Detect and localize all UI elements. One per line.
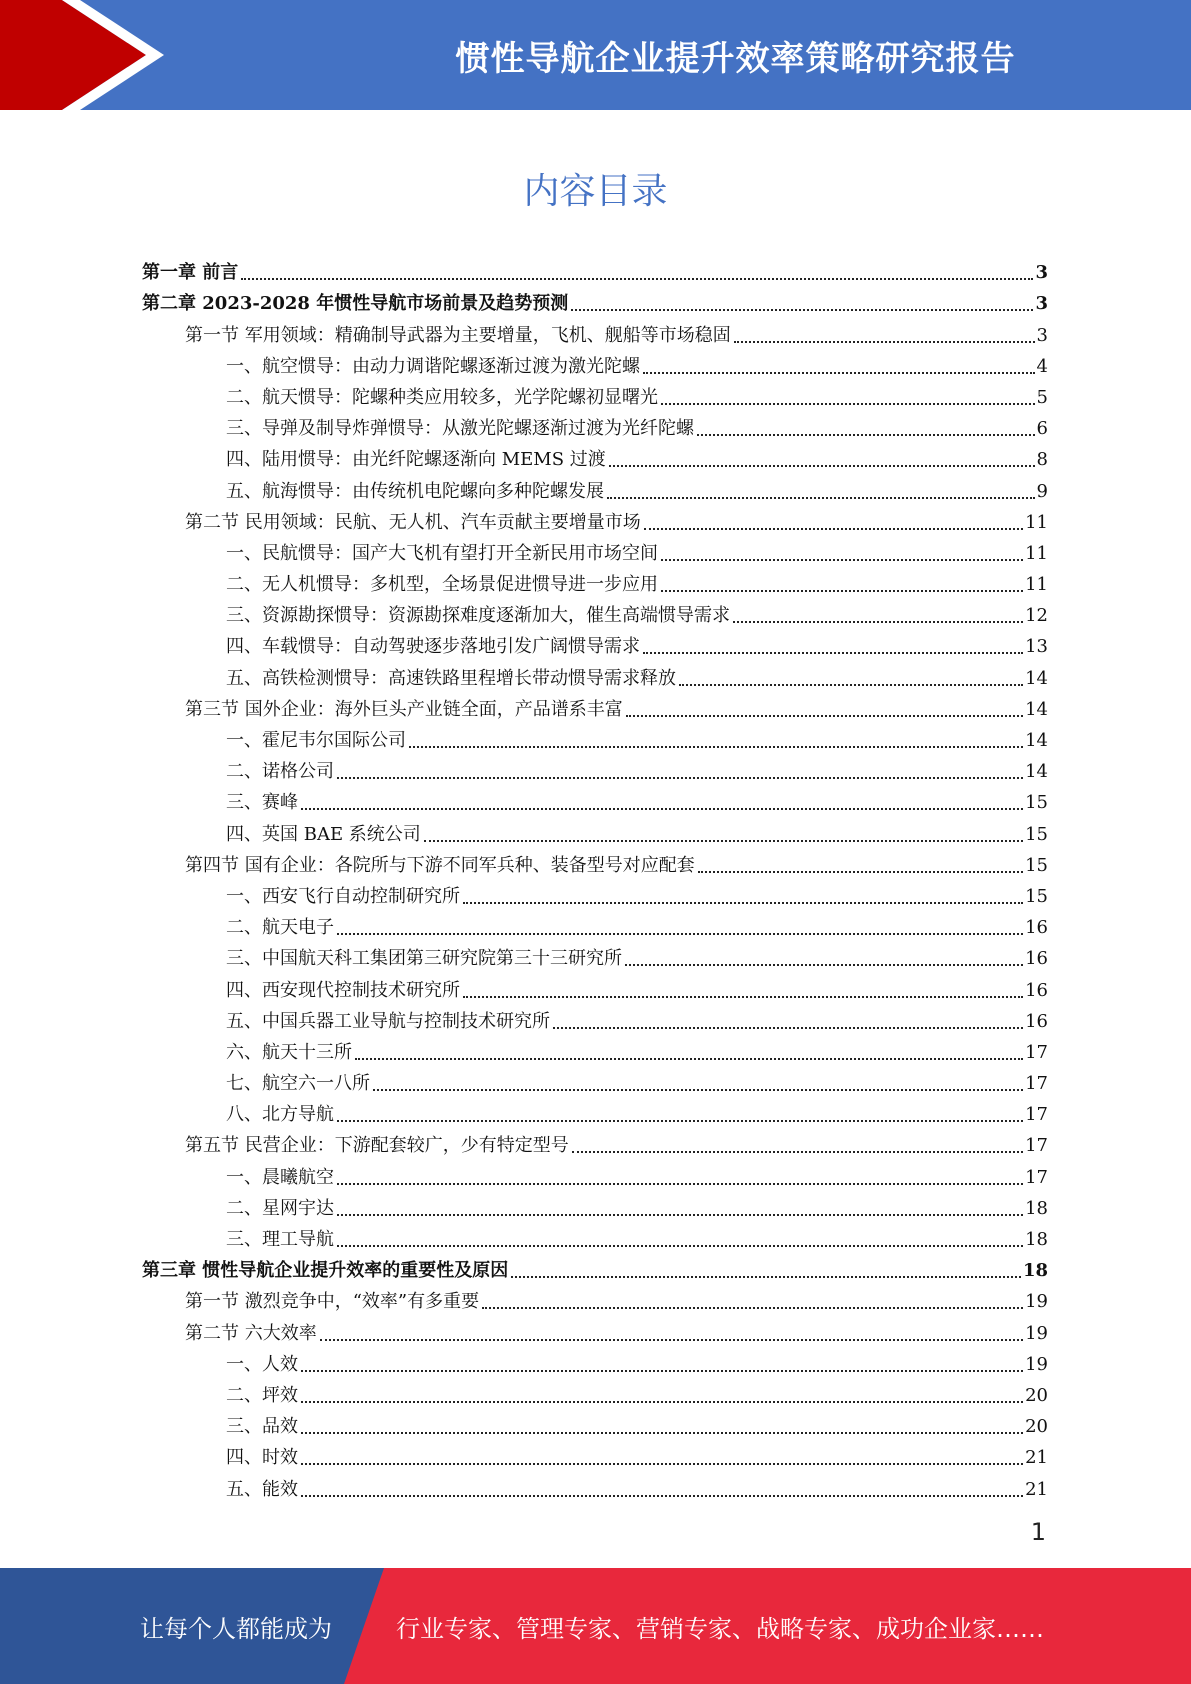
footer-slogan-left: 让每个人都能成为: [140, 1614, 332, 1643]
toc-entry-title: 五、中国兵器工业导航与控制技术研究所: [226, 1010, 550, 1032]
toc-dot-leader: [409, 746, 1023, 748]
toc-dot-leader: [337, 1183, 1023, 1185]
toc-entry-title: 第二章 2023-2028 年惯性导航市场前景及趋势预测: [142, 293, 569, 315]
toc-entry-title: 二、航天惯导：陀螺种类应用较多，光学陀螺初显曙光: [226, 386, 658, 408]
toc-dot-leader: [301, 1432, 1023, 1434]
footer-banner: [0, 1568, 1191, 1684]
toc-entry-page: 14: [1025, 667, 1048, 689]
toc-entry[interactable]: [142, 1002, 1048, 1033]
toc-entry-page: 9: [1036, 480, 1048, 502]
toc-entry[interactable]: [142, 409, 1048, 440]
report-title: 惯性导航企业提升效率策略研究报告: [455, 38, 1016, 79]
toc-entry-page: 4: [1036, 355, 1048, 377]
toc-dot-leader: [337, 1214, 1023, 1216]
toc-entry-page: 16: [1025, 948, 1048, 970]
toc-entry-title: 四、英国 BAE 系统公司: [226, 823, 421, 845]
toc-dot-leader: [320, 1339, 1023, 1341]
toc-entry-page: 19: [1025, 1353, 1048, 1375]
toc-entry-title: 四、陆用惯导：由光纤陀螺逐渐向 MEMS 过渡: [226, 449, 606, 471]
toc-entry-title: 一、人效: [226, 1353, 298, 1375]
toc-dot-leader: [355, 1058, 1023, 1060]
toc-entry-title: 二、坪效: [226, 1384, 298, 1406]
toc-dot-leader: [373, 1089, 1023, 1091]
toc-entry[interactable]: [142, 658, 1048, 689]
toc-entry-title: 第四节 国有企业：各院所与下游不同军兵种、装备型号对应配套: [185, 854, 695, 876]
toc-dot-leader: [337, 933, 1023, 935]
toc-entry-page: 17: [1025, 1041, 1048, 1063]
toc-dot-leader: [609, 465, 1035, 467]
toc-entry-title: 二、星网宇达: [226, 1197, 334, 1219]
toc-entry[interactable]: [142, 908, 1048, 939]
toc-entry-page: 15: [1025, 792, 1048, 814]
toc-dot-leader: [679, 684, 1023, 686]
toc-entry-page: 14: [1025, 698, 1048, 720]
toc-entry-title: 第五节 民营企业：下游配套较广，少有特定型号: [185, 1135, 569, 1157]
toc-entry-page: 21: [1025, 1447, 1048, 1469]
toc-dot-leader: [661, 559, 1023, 561]
toc-dot-leader: [301, 1463, 1023, 1465]
toc-entry[interactable]: [142, 471, 1048, 502]
toc-entry-title: 三、赛峰: [226, 792, 298, 814]
toc-entry-page: 17: [1025, 1104, 1048, 1126]
toc-entry-title: 第二节 六大效率: [185, 1322, 317, 1344]
toc-dot-leader: [643, 372, 1035, 374]
toc-entry-page: 12: [1025, 605, 1048, 627]
toc-entry-page: 11: [1025, 511, 1048, 533]
toc-entry-title: 四、时效: [226, 1447, 298, 1469]
toc-entry[interactable]: [142, 627, 1048, 658]
toc-entry-title: 七、航空六一八所: [226, 1073, 370, 1095]
toc-dot-leader: [626, 715, 1023, 717]
toc-entry-title: 第二节 民用领域：民航、无人机、汽车贡献主要增量市场: [185, 511, 641, 533]
toc-entry-page: 16: [1025, 1010, 1048, 1032]
toc-entry-page: 15: [1025, 885, 1048, 907]
toc-entry[interactable]: [142, 284, 1048, 315]
toc-entry-page: 19: [1025, 1291, 1048, 1313]
toc-dot-leader: [301, 1401, 1023, 1403]
toc-dot-leader: [697, 434, 1035, 436]
toc-dot-leader: [301, 1370, 1023, 1372]
toc-heading: 内容目录: [523, 171, 668, 212]
toc-dot-leader: [301, 808, 1023, 810]
toc-entry-page: 18: [1025, 1197, 1048, 1219]
toc-entry[interactable]: [142, 503, 1048, 534]
toc-entry-page: 3: [1035, 293, 1048, 315]
toc-entry[interactable]: [142, 565, 1048, 596]
toc-entry[interactable]: [142, 721, 1048, 752]
toc-entry-page: 21: [1025, 1478, 1048, 1500]
toc-entry-title: 三、资源勘探惯导：资源勘探难度逐渐加大，催生高端惯导需求: [226, 605, 730, 627]
toc-entry[interactable]: [142, 1407, 1048, 1438]
toc-dot-leader: [572, 1151, 1023, 1153]
toc-entry-title: 二、诺格公司: [226, 761, 334, 783]
toc-entry-title: 第三节 国外企业：海外巨头产业链全面，产品谱系丰富: [185, 698, 623, 720]
toc-entry-title: 四、车载惯导：自动驾驶逐步落地引发广阔惯导需求: [226, 636, 640, 658]
toc-entry-title: 三、品效: [226, 1416, 298, 1438]
toc-entry-title: 第三章 惯性导航企业提升效率的重要性及原因: [142, 1260, 509, 1282]
toc-entry-page: 17: [1025, 1166, 1048, 1188]
toc-entry[interactable]: [142, 970, 1048, 1001]
toc-dot-leader: [337, 777, 1023, 779]
toc-entry[interactable]: [142, 378, 1048, 409]
toc-entry-title: 二、无人机惯导：多机型，全场景促进惯导进一步应用: [226, 574, 658, 596]
toc-entry-page: 8: [1036, 449, 1048, 471]
toc-entry[interactable]: [142, 1064, 1048, 1095]
toc-dot-leader: [643, 652, 1023, 654]
toc-entry[interactable]: [142, 1345, 1048, 1376]
toc-entry[interactable]: [142, 877, 1048, 908]
toc-entry-page: 20: [1025, 1384, 1048, 1406]
toc-entry[interactable]: [142, 534, 1048, 565]
toc-entry[interactable]: [142, 440, 1048, 471]
toc-dot-leader: [337, 1120, 1023, 1122]
toc-dot-leader: [337, 1245, 1023, 1247]
toc-entry-title: 五、能效: [226, 1478, 298, 1500]
toc-dot-leader: [644, 528, 1023, 530]
toc-entry-page: 15: [1025, 823, 1048, 845]
toc-entry[interactable]: [142, 596, 1048, 627]
toc-dot-leader: [661, 590, 1023, 592]
toc-entry[interactable]: [142, 939, 1048, 970]
toc-entry[interactable]: [142, 253, 1048, 284]
toc-entry-page: 18: [1022, 1260, 1048, 1282]
toc-dot-leader: [734, 341, 1035, 343]
toc-entry[interactable]: [142, 783, 1048, 814]
page-number: 1: [1030, 1518, 1046, 1546]
toc-entry[interactable]: [142, 1376, 1048, 1407]
toc-dot-leader: [463, 996, 1023, 998]
toc-entry-page: 16: [1025, 917, 1048, 939]
toc-entry-title: 第一章 前言: [142, 262, 239, 284]
toc-dot-leader: [511, 1276, 1021, 1278]
toc-entry-title: 一、民航惯导：国产大飞机有望打开全新民用市场空间: [226, 542, 658, 564]
toc-entry-title: 一、晨曦航空: [226, 1166, 334, 1188]
toc-dot-leader: [571, 309, 1033, 311]
toc-entry-page: 13: [1025, 636, 1048, 658]
table-of-contents: [142, 253, 1048, 1501]
toc-entry-title: 五、高铁检测惯导：高速铁路里程增长带动惯导需求释放: [226, 667, 676, 689]
toc-entry[interactable]: [142, 814, 1048, 845]
toc-entry-title: 第一节 军用领域：精确制导武器为主要增量，飞机、舰船等市场稳固: [185, 324, 731, 346]
toc-dot-leader: [661, 403, 1035, 405]
report-header: [0, 0, 1191, 110]
toc-entry-page: 3: [1036, 324, 1048, 346]
toc-entry-page: 15: [1025, 854, 1048, 876]
toc-dot-leader: [733, 621, 1023, 623]
toc-entry-title: 五、航海惯导：由传统机电陀螺向多种陀螺发展: [226, 480, 604, 502]
toc-entry[interactable]: [142, 846, 1048, 877]
toc-entry-title: 二、航天电子: [226, 917, 334, 939]
footer-slogan-right: 行业专家、管理专家、营销专家、战略专家、成功企业家……: [396, 1614, 1044, 1643]
toc-entry-page: 20: [1025, 1416, 1048, 1438]
toc-entry[interactable]: [142, 347, 1048, 378]
toc-entry-title: 六、航天十三所: [226, 1041, 352, 1063]
toc-entry[interactable]: [142, 315, 1048, 346]
toc-entry-title: 一、西安飞行自动控制研究所: [226, 885, 460, 907]
toc-dot-leader: [607, 497, 1035, 499]
toc-entry[interactable]: [142, 1251, 1048, 1282]
toc-entry[interactable]: [142, 1282, 1048, 1313]
toc-entry[interactable]: [142, 1033, 1048, 1064]
toc-dot-leader: [553, 1027, 1023, 1029]
toc-entry-page: 18: [1025, 1229, 1048, 1250]
toc-dot-leader: [698, 871, 1023, 873]
toc-dot-leader: [424, 840, 1023, 842]
toc-entry-page: 11: [1025, 542, 1048, 564]
toc-entry[interactable]: [142, 1438, 1048, 1469]
toc-entry[interactable]: [142, 1220, 1048, 1251]
toc-entry-title: 四、西安现代控制技术研究所: [226, 979, 460, 1001]
toc-dot-leader: [463, 902, 1023, 904]
toc-entry-title: 三、中国航天科工集团第三研究院第三十三研究所: [226, 948, 622, 970]
toc-entry-title: 一、航空惯导：由动力调谐陀螺逐渐过渡为激光陀螺: [226, 355, 640, 377]
toc-entry-page: 19: [1025, 1322, 1048, 1344]
toc-entry-title: 三、导弹及制导炸弹惯导：从激光陀螺逐渐过渡为光纤陀螺: [226, 418, 694, 440]
toc-entry-page: 11: [1025, 574, 1048, 596]
toc-entry-page: 6: [1036, 418, 1048, 440]
toc-entry-title: 三、理工导航: [226, 1229, 334, 1250]
toc-entry[interactable]: [142, 1157, 1048, 1188]
toc-dot-leader: [241, 278, 1033, 280]
toc-entry-title: 第一节 激烈竞争中，“效率”有多重要: [185, 1291, 480, 1313]
toc-entry-page: 14: [1025, 730, 1048, 751]
toc-entry-page: 14: [1025, 761, 1048, 783]
toc-entry-page: 16: [1025, 979, 1048, 1001]
toc-entry[interactable]: [142, 1313, 1048, 1344]
toc-dot-leader: [482, 1307, 1023, 1309]
toc-entry[interactable]: [142, 1189, 1048, 1220]
toc-dot-leader: [301, 1495, 1023, 1497]
toc-entry-page: 17: [1025, 1135, 1048, 1157]
toc-entry[interactable]: [142, 752, 1048, 783]
toc-dot-leader: [625, 964, 1023, 966]
toc-entry[interactable]: [142, 1469, 1048, 1500]
toc-entry[interactable]: [142, 690, 1048, 721]
toc-entry[interactable]: [142, 1095, 1048, 1126]
toc-entry-title: 一、霍尼韦尔国际公司: [226, 730, 406, 751]
toc-entry-page: 17: [1025, 1073, 1048, 1095]
toc-entry-page: 3: [1035, 262, 1048, 284]
toc-entry-title: 八、北方导航: [226, 1104, 334, 1126]
toc-entry-page: 5: [1036, 386, 1048, 408]
toc-entry[interactable]: [142, 1126, 1048, 1157]
